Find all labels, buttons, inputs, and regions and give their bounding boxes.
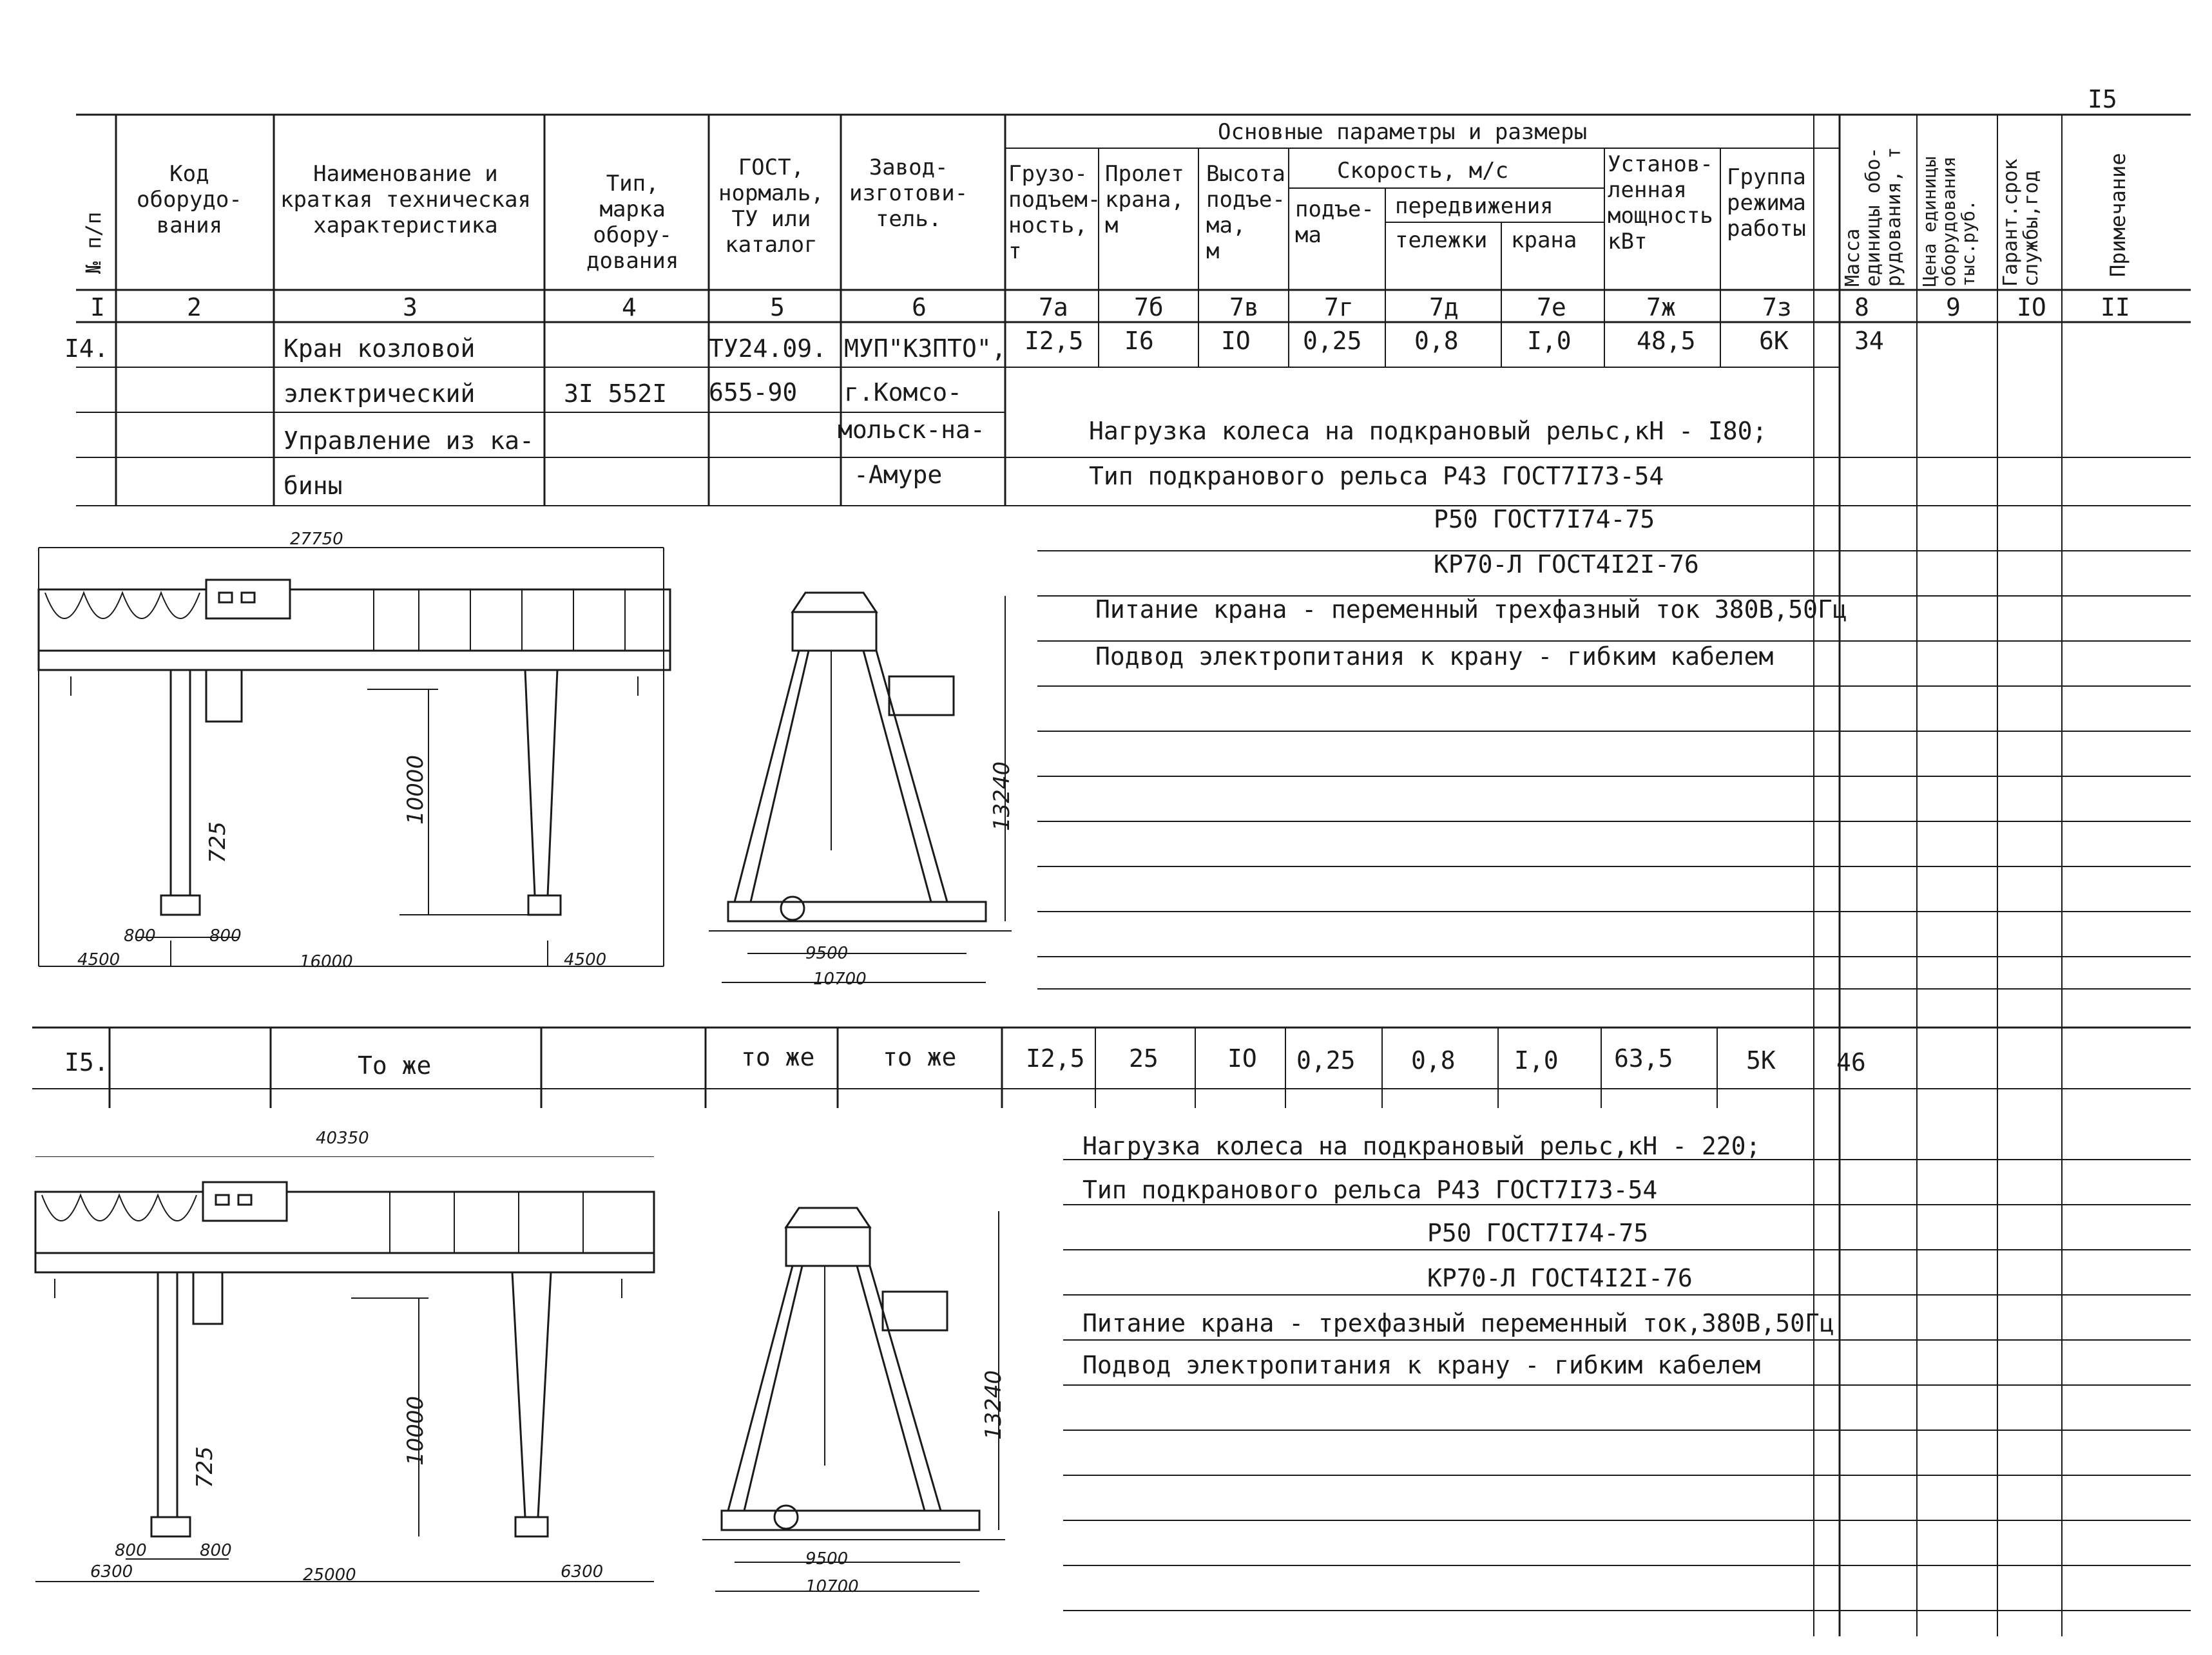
row14-maker-line-4: -Амуре: [854, 461, 943, 489]
colnum-9: 9: [1946, 293, 1961, 321]
row15-note-2: Тип подкранового рельса Р43 ГОСТ7I73-54: [1082, 1176, 1658, 1204]
header-col-7zh: Установ- ленная мощность кВт: [1608, 151, 1713, 254]
row15-note-4: КР70-Л ГОСТ4I2I-76: [1427, 1264, 1693, 1292]
colnum-7zh: 7ж: [1646, 293, 1676, 321]
header-group-main: Основные параметры и размеры: [1218, 119, 1588, 145]
row15-7d: 0,8: [1411, 1046, 1456, 1075]
header-col-7e: крана: [1511, 227, 1577, 253]
dim-side-height-2: 13240: [981, 1370, 1006, 1440]
dim-foot-b-1: 800: [209, 926, 242, 946]
row14-name-line-3: Управление из ка-: [284, 426, 534, 455]
page-number: I5: [2088, 85, 2117, 113]
row15-maker: то же: [883, 1043, 957, 1071]
row14-gost-line-2: 655-90: [709, 378, 798, 407]
colnum-7g: 7г: [1324, 293, 1354, 321]
dim-height-2: 10000: [403, 1395, 428, 1466]
header-col-7z: Группа режима работы: [1727, 164, 1806, 242]
dim-left-2: 6300: [90, 1562, 133, 1582]
dim-side-base-2: 9500: [805, 1549, 849, 1569]
row14-maker-line-3: мольск-на-: [838, 416, 985, 444]
dim-foot-a-1: 800: [124, 926, 156, 946]
dim-hook-2: 725: [192, 1446, 218, 1488]
header-col-7b: Пролет крана, м: [1105, 161, 1184, 238]
dim-foot-b-2: 800: [200, 1541, 232, 1560]
row14-note-3: Р50 ГОСТ7I74-75: [1434, 505, 1655, 533]
header-col-11: Примечание: [2106, 153, 2130, 277]
row15-7a: I2,5: [1026, 1044, 1085, 1073]
dim-height-1: 10000: [403, 754, 428, 825]
row14-type: 3I 552I: [564, 379, 668, 408]
colnum-11: II: [2101, 293, 2130, 321]
row15-num: I5.: [64, 1048, 109, 1076]
row15-name: То же: [358, 1051, 432, 1080]
colnum-1: I: [90, 293, 105, 321]
row15-gost: то же: [741, 1043, 815, 1071]
header-col-code: Код оборудо- вания: [137, 161, 242, 238]
header-col-7v: Высота подъе- ма, м: [1206, 161, 1285, 264]
colnum-6: 6: [912, 293, 927, 321]
header-col-8: Масса единицы обо- рудования, т: [1842, 147, 1905, 287]
colnum-5: 5: [770, 293, 785, 321]
header-col-maker: Завод- изготови- тель.: [849, 155, 968, 232]
dim-side-total-2: 10700: [805, 1577, 859, 1596]
dim-side-base-1: 9500: [805, 944, 849, 963]
row14-num: I4.: [64, 334, 109, 363]
crane-side-drawing-1: [702, 580, 1037, 992]
header-col-num: № п/п: [81, 211, 106, 274]
colnum-3: 3: [403, 293, 418, 321]
dim-left-1: 4500: [77, 950, 120, 970]
row14-8: 34: [1854, 327, 1884, 355]
row14-7b: I6: [1124, 327, 1154, 355]
dim-span-1: 16000: [300, 952, 353, 971]
dim-total-1: 27750: [290, 530, 343, 549]
header-col-type: Тип, марка обору- дования: [586, 171, 679, 274]
row14-name-line-1: Кран козловой: [284, 334, 476, 363]
crane-front-drawing-1: [32, 528, 683, 979]
header-col-name: Наименование и краткая техническая характеристика: [280, 161, 531, 238]
row15-7g: 0,25: [1296, 1046, 1356, 1075]
row14-7z: 6К: [1759, 327, 1789, 355]
row15-note-1: Нагрузка колеса на подкрановый рельс,кН - 220;: [1082, 1132, 1761, 1160]
row14-gost-line-1: ТУ24.09.: [709, 334, 827, 363]
row15-7e: I,0: [1514, 1046, 1559, 1075]
colnum-7d: 7д: [1429, 293, 1459, 321]
crane-front-drawing-2: [29, 1156, 667, 1594]
row15-7zh: 63,5: [1614, 1044, 1673, 1073]
header-col-gost: ГОСТ, нормаль, ТУ или каталог: [718, 155, 824, 258]
dim-right-1: 4500: [564, 950, 607, 970]
dim-hook-1: 725: [205, 821, 231, 863]
row14-7e: I,0: [1527, 327, 1572, 355]
row14-7d: 0,8: [1414, 327, 1459, 355]
colnum-7e: 7е: [1537, 293, 1566, 321]
header-col-7d: тележки: [1395, 227, 1488, 253]
colnum-4: 4: [622, 293, 637, 321]
dim-right-2: 6300: [561, 1562, 604, 1582]
row15-7v: IO: [1227, 1044, 1257, 1073]
row14-name-line-4: бины: [284, 472, 343, 500]
row14-7a: I2,5: [1024, 327, 1084, 355]
colnum-8: 8: [1854, 293, 1869, 321]
row15-note-3: Р50 ГОСТ7I74-75: [1427, 1219, 1649, 1247]
row14-7g: 0,25: [1303, 327, 1362, 355]
colnum-7a: 7а: [1039, 293, 1068, 321]
colnum-7z: 7з: [1762, 293, 1792, 321]
row14-maker-line-2: г.Комсо-: [844, 378, 963, 407]
header-col-10: Гарант.срок службы,год: [1999, 158, 2043, 287]
row14-note-2: Тип подкранового рельса Р43 ГОСТ7I73-54: [1089, 462, 1664, 490]
row14-7v: IO: [1221, 327, 1251, 355]
colnum-2: 2: [187, 293, 202, 321]
dim-total-2: 40350: [316, 1129, 369, 1148]
dim-side-total-1: 10700: [813, 970, 867, 989]
row14-note-6: Подвод электропитания к крану - гибким кабелем: [1095, 642, 1774, 671]
header-col-7g: подъе- ма: [1295, 196, 1374, 248]
colnum-7b: 7б: [1134, 293, 1164, 321]
row15-note-6: Подвод электропитания к крану - гибким кабелем: [1082, 1351, 1761, 1379]
dim-side-height-1: 13240: [989, 761, 1015, 831]
colnum-10: IO: [2017, 293, 2046, 321]
row15-8: 46: [1836, 1048, 1866, 1076]
dim-span-2: 25000: [303, 1565, 356, 1585]
row15-7z: 5К: [1746, 1046, 1776, 1075]
header-group-move: передвижения: [1395, 193, 1553, 219]
colnum-7v: 7в: [1229, 293, 1259, 321]
row15-note-5: Питание крана - трехфазный переменный ток,380В,50Гц: [1082, 1309, 1834, 1337]
row14-note-4: КР70-Л ГОСТ4I2I-76: [1434, 550, 1699, 579]
row14-name-line-2: электрический: [284, 379, 476, 408]
header-col-9: Цена единицы оборудования тыс.руб.: [1919, 156, 1979, 287]
dim-foot-a-2: 800: [115, 1541, 147, 1560]
row14-7zh: 48,5: [1637, 327, 1696, 355]
row14-note-5: Питание крана - переменный трехфазный ток 380В,50Гц: [1095, 595, 1847, 624]
row14-note-1: Нагрузка колеса на подкрановый рельс,кН - I80;: [1089, 417, 1767, 445]
header-col-7a: Грузо- подъем- ность, т: [1008, 161, 1101, 264]
header-group-speed: Скорость, м/с: [1337, 158, 1509, 184]
row15-7b: 25: [1129, 1044, 1159, 1073]
row14-maker-line-1: МУП"КЗПТО",: [844, 334, 1006, 363]
